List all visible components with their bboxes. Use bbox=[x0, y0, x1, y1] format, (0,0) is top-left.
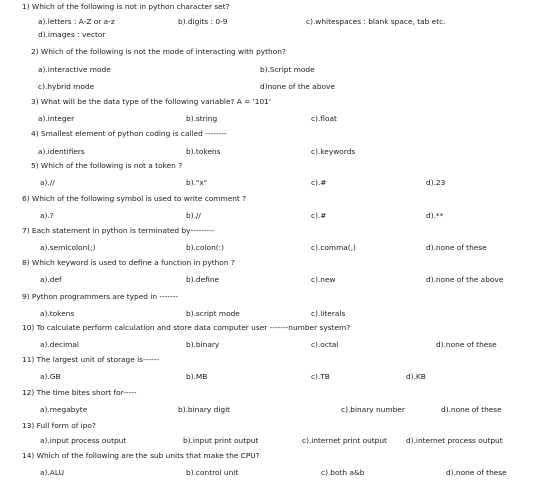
q12-option-c: c).binary number bbox=[341, 405, 405, 414]
q3-option-b: b).string bbox=[186, 114, 218, 123]
q8-option-c: c).new bbox=[311, 275, 336, 284]
q5-option-a: a).// bbox=[40, 178, 55, 187]
question-2: 2) Which of the following is not the mode of interacting with python? bbox=[31, 47, 286, 56]
q8-option-a: a).def bbox=[40, 275, 62, 284]
q6-option-a: a).? bbox=[40, 211, 54, 220]
q6-option-d: d).** bbox=[426, 211, 444, 220]
q8-option-b: b).define bbox=[186, 275, 220, 284]
question-13: 13) Full form of ipo? bbox=[22, 421, 96, 430]
q11-option-c: c).TB bbox=[311, 372, 330, 381]
q10-option-d: d).none of these bbox=[436, 340, 497, 349]
q14-option-a: a).ALU bbox=[40, 468, 64, 477]
question-14: 14) Which of the following are the sub units that make the CPU? bbox=[22, 451, 260, 460]
q4-option-b: b).tokens bbox=[186, 147, 221, 156]
q10-option-b: b).binary bbox=[186, 340, 220, 349]
q13-option-c: c).internet print output bbox=[302, 436, 387, 445]
q14-option-c: c).both a&b bbox=[321, 468, 365, 477]
q13-option-b: b).input print output bbox=[183, 436, 259, 445]
q1-option-d: d).images : vector bbox=[38, 30, 106, 39]
question-7: 7) Each statement in python is terminated by--------- bbox=[22, 226, 215, 235]
q7-option-a: a).semicolon(;) bbox=[40, 243, 96, 252]
q8-option-d: d).none of the above bbox=[426, 275, 504, 284]
question-12: 12) The time bites short for----- bbox=[22, 388, 137, 397]
q2-option-d: d)none of the above bbox=[260, 82, 335, 91]
q9-option-c: c).literals bbox=[311, 309, 346, 318]
q10-option-c: c).octal bbox=[311, 340, 339, 349]
q1-option-b: b).digits : 0-9 bbox=[178, 17, 228, 26]
q3-option-a: a).integer bbox=[38, 114, 75, 123]
q3-option-c: c).float bbox=[311, 114, 337, 123]
q4-option-c: c).keywords bbox=[311, 147, 356, 156]
q11-option-d: d).KB bbox=[406, 372, 426, 381]
q2-option-b: b).Script mode bbox=[260, 65, 315, 74]
q14-option-d: d).none of these bbox=[446, 468, 507, 477]
q13-option-d: d).internet process output bbox=[406, 436, 503, 445]
q6-option-b: b).// bbox=[186, 211, 201, 220]
question-10: 10) To calculate perform calculation and store data computer user -------number system? bbox=[22, 323, 351, 332]
q4-option-a: a).identifiers bbox=[38, 147, 85, 156]
q7-option-c: c).comma(,) bbox=[311, 243, 356, 252]
question-6: 6) Which of the following symbol is used to write comment ? bbox=[22, 194, 247, 203]
q2-option-c: c).hybrid mode bbox=[38, 82, 95, 91]
question-1: 1) Which of the following is not in python character set? bbox=[22, 2, 230, 11]
q1-option-c: c).whitespaces : blank space, tab etc. bbox=[306, 17, 446, 26]
q9-option-a: a).tokens bbox=[40, 309, 75, 318]
q13-option-a: a).input process output bbox=[40, 436, 127, 445]
q5-option-c: c).# bbox=[311, 178, 327, 187]
q12-option-a: a).megabyte bbox=[40, 405, 88, 414]
q5-option-d: d).23 bbox=[426, 178, 446, 187]
q1-option-a: a).letters : A-Z or a-z bbox=[38, 17, 115, 26]
question-9: 9) Python programmers are typed in ------- bbox=[22, 292, 179, 301]
q2-option-a: a).interactive mode bbox=[38, 65, 111, 74]
q14-option-b: b).control unit bbox=[186, 468, 239, 477]
q7-option-b: b).colon(:) bbox=[186, 243, 225, 252]
question-5: 5) Which of the following is not a token ? bbox=[31, 161, 183, 170]
question-8: 8) Which keyword is used to define a function in python ? bbox=[22, 258, 235, 267]
q12-option-b: b).binary digit bbox=[178, 405, 231, 414]
q5-option-b: b)."x" bbox=[186, 178, 208, 187]
q6-option-c: c).# bbox=[311, 211, 327, 220]
q7-option-d: d).none of these bbox=[426, 243, 487, 252]
q12-option-d: d).none of these bbox=[441, 405, 502, 414]
q11-option-b: b).MB bbox=[186, 372, 208, 381]
q11-option-a: a).GB bbox=[40, 372, 61, 381]
question-11: 11) The largest unit of storage is------ bbox=[22, 355, 160, 364]
q10-option-a: a).decimal bbox=[40, 340, 79, 349]
q9-option-b: b).script mode bbox=[186, 309, 240, 318]
question-3: 3) What will be the data type of the following variable? A = '101' bbox=[31, 97, 271, 106]
question-4: 4) Smallest element of python coding is called -------- bbox=[31, 129, 227, 138]
